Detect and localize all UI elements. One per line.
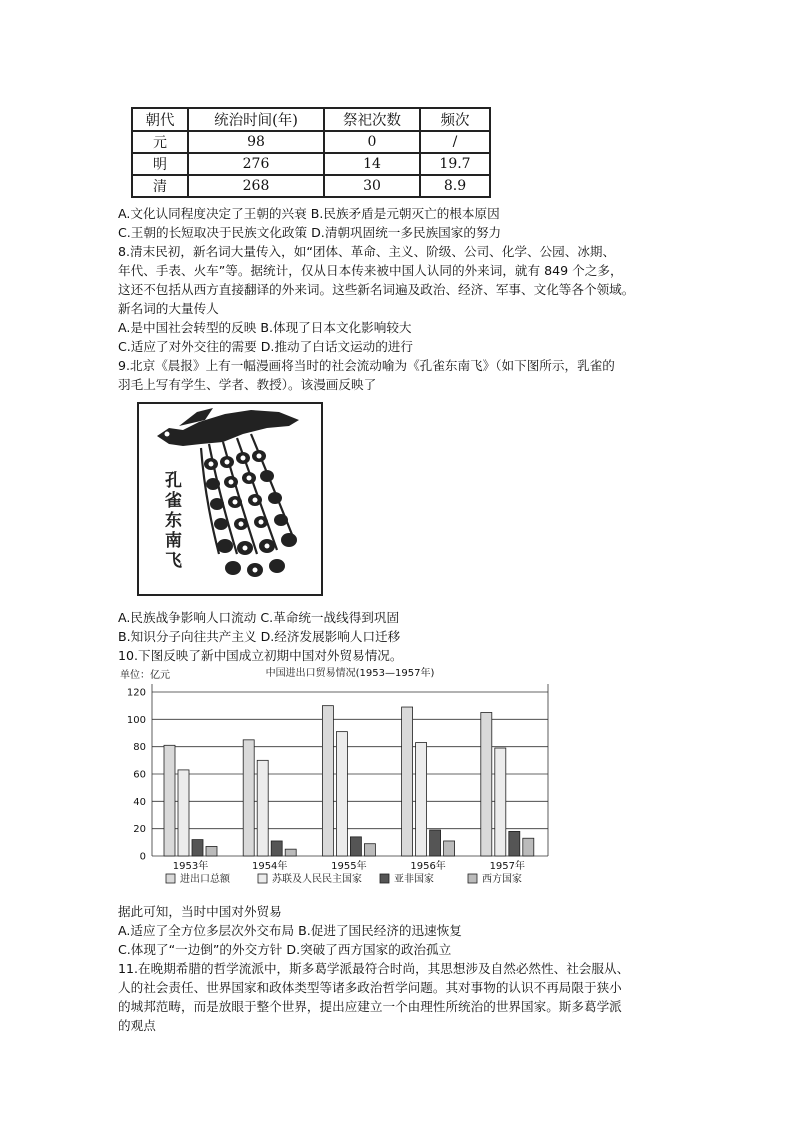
chart-bar-1-2	[336, 732, 347, 856]
table-cell: 0	[324, 131, 420, 153]
q8-option-line: A.是中国社会转型的反映 B.体现了日本文化影响较大	[118, 320, 412, 335]
chart-bar-3-0	[206, 846, 217, 856]
table-cell: 19.7	[420, 153, 490, 175]
chart-bar-2-3	[430, 830, 441, 856]
chart-legend-swatch	[258, 874, 267, 883]
chart-x-tick-label: 1957年	[489, 861, 526, 872]
chart-bar-0-0	[164, 745, 175, 856]
q11-stem-line: 的观点	[118, 1018, 156, 1033]
q11-stem-line: 11.在晚期希腊的哲学流派中，斯多葛学派最符合时尚，其思想涉及自然必然性、社会服从、	[118, 961, 630, 976]
table-cell: /	[420, 131, 490, 153]
chart-legend-label: 亚非国家	[394, 874, 434, 885]
chart-bar-3-1	[285, 849, 296, 856]
chart-x-tick-label: 1954年	[251, 861, 288, 872]
dynasty-sacrifice-table	[131, 107, 491, 198]
q9-option-line: A.民族战争影响人口流动 C.革命统一战线得到巩固	[118, 610, 400, 625]
table-cell: 14	[324, 153, 420, 175]
chart-bar-0-3	[402, 707, 413, 856]
q8-option-line: C.适应了对外交往的需要 D.推动了白话文运动的进行	[118, 339, 413, 354]
chart-y-tick-label: 60	[133, 769, 146, 781]
chart-y-tick-label: 80	[133, 742, 146, 754]
q11-stem-line: 的城邦范畴，而是放眼于整个世界，提出应建立一个由理性所统治的世界国家。斯多葛学派	[118, 999, 622, 1014]
q7-option-line: A.文化认同程度决定了王朝的兴衰 B.民族矛盾是元朝灭亡的根本原因	[118, 206, 500, 221]
chart-y-tick-label: 100	[126, 714, 146, 726]
chart-x-tick-label: 1956年	[410, 861, 446, 872]
cartoon-title-char: 孔	[165, 471, 182, 491]
table-header-cell: 祭祀次数	[324, 108, 420, 131]
chart-legend-swatch	[166, 874, 175, 883]
chart-x-tick-label: 1955年	[331, 861, 367, 872]
chart-bar-2-0	[192, 840, 203, 856]
table-cell: 清	[132, 175, 188, 197]
chart-bar-2-1	[271, 841, 282, 856]
q8-stem-line: 8.清末民初，新名词大量传入，如“团体、革命、主义、阶级、公司、化学、公园、冰期、	[118, 244, 616, 259]
chart-bar-2-4	[509, 831, 520, 856]
chart-y-tick-label: 20	[133, 824, 146, 836]
chart-x-tick-label: 1953年	[172, 861, 209, 872]
chart-bar-1-4	[495, 748, 506, 856]
chart-bar-3-3	[444, 841, 455, 856]
q10-stem-line: 10.下图反映了新中国成立初期中国对外贸易情况。	[118, 648, 403, 663]
chart-legend	[166, 872, 522, 885]
q8-stem-line: 这还不包括从西方直接翻译的外来词。这些新名词遍及政治、经济、军事、文化等各个领域。	[118, 282, 635, 297]
chart-title: 中国进出口贸易情况(1953—1957年)	[265, 668, 435, 679]
chart-legend-label: 苏联及人民民主国家	[272, 874, 362, 885]
q10-option-line: C.体现了“一边倒”的外交方针 D.突破了西方国家的政治孤立	[118, 942, 452, 957]
q11-stem-line: 人的社会责任、世界国家和政体类型等诸多政治哲学问题。其对事物的认识不再局限于狭小	[118, 980, 622, 995]
q10-option-line: A.适应了全方位多层次外交布局 B.促进了国民经济的迅速恢复	[118, 923, 462, 938]
chart-bar-3-2	[364, 844, 375, 856]
table-row	[132, 153, 490, 175]
peacock-drawing	[139, 404, 321, 594]
chart-bar-0-4	[481, 713, 492, 857]
chart-y-tick-label: 120	[126, 687, 146, 699]
cartoon-title-char: 南	[165, 531, 182, 551]
chart-unit-label: 单位：亿元	[120, 670, 170, 681]
table-cell: 元	[132, 131, 188, 153]
table-cell: 8.9	[420, 175, 490, 197]
trade-bar-chart-svg	[118, 662, 552, 898]
trade-bar-chart	[118, 662, 552, 898]
cartoon-title-char: 东	[165, 511, 182, 531]
q9-stem-line: 9.北京《晨报》上有一幅漫画将当时的社会流动喻为《孔雀东南飞》（如下图所示，乳雀的	[118, 358, 615, 373]
q9-stem-line: 羽毛上写有学生、学者、教授）。该漫画反映了	[118, 377, 377, 392]
table-cell: 明	[132, 153, 188, 175]
table-row	[132, 131, 490, 153]
table-header-cell: 频次	[420, 108, 490, 131]
chart-legend-label: 西方国家	[482, 874, 522, 885]
q9-option-line: B.知识分子向往共产主义 D.经济发展影响人口迁移	[118, 629, 401, 644]
chart-bar-3-4	[523, 838, 534, 856]
chart-bar-0-2	[322, 706, 333, 856]
chart-legend-swatch	[468, 874, 477, 883]
chart-y-tick-label: 0	[139, 851, 146, 863]
chart-legend-label: 进出口总额	[180, 874, 230, 885]
cartoon-title-char: 雀	[165, 491, 182, 511]
table-cell: 98	[188, 131, 324, 153]
table-cell: 268	[188, 175, 324, 197]
q7-option-line: C.王朝的长短取决于民族文化政策 D.清朝巩固统一多民族国家的努力	[118, 225, 502, 240]
table-header-cell: 统治时间(年)	[188, 108, 324, 131]
table-cell: 276	[188, 153, 324, 175]
table-header-row	[132, 108, 490, 131]
chart-bar-1-0	[178, 770, 189, 856]
chart-bar-1-1	[257, 760, 268, 856]
peacock-cartoon-image	[137, 402, 323, 596]
table-cell: 30	[324, 175, 420, 197]
chart-bar-0-1	[243, 740, 254, 856]
chart-bars	[164, 706, 534, 856]
chart-legend-swatch	[380, 874, 389, 883]
table-row	[132, 175, 490, 197]
chart-bar-2-2	[350, 837, 361, 856]
table-header-cell: 朝代	[132, 108, 188, 131]
chart-bar-1-3	[416, 743, 427, 856]
chart-y-tick-label: 40	[133, 796, 146, 808]
q10-after-line: 据此可知，当时中国对外贸易	[118, 904, 282, 919]
q8-stem-line: 年代、手表、火车”等。据统计，仅从日本传来被中国人认同的外来词，就有 849 个之多，	[118, 263, 623, 278]
q8-stem-line: 新名词的大量传人	[118, 301, 219, 316]
cartoon-title-char: 飞	[165, 551, 182, 571]
